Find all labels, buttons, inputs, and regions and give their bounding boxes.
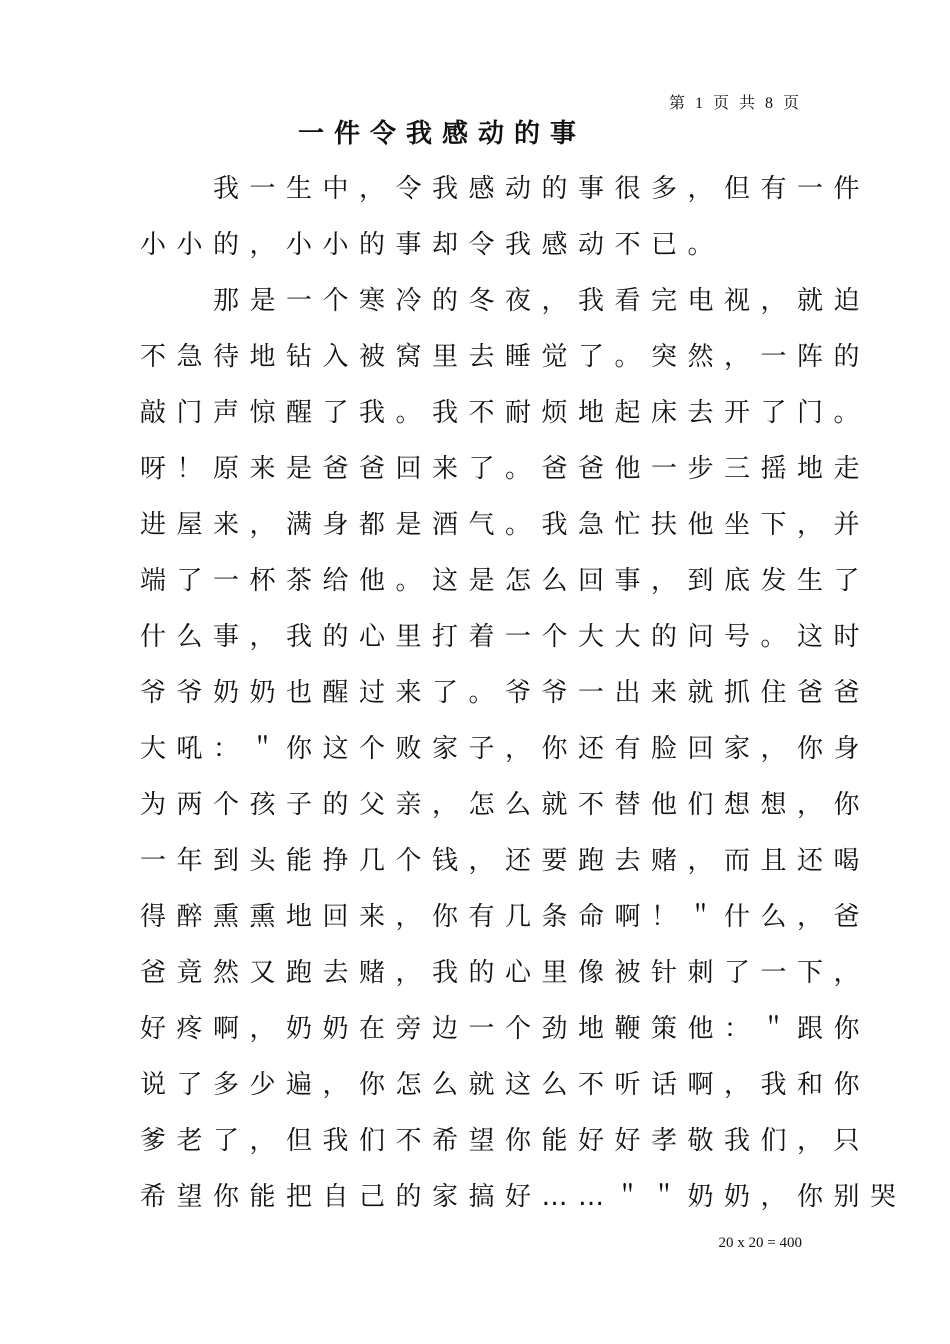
text-line: 爹老了，但我们不希望你能好好孝敬我们，只 (140, 1126, 871, 1156)
text-line: 什么事，我的心里打着一个大大的问号。这时 (140, 622, 871, 652)
page-number-indicator: 第 1 页 共 8 页 (668, 95, 802, 112)
text-line: 小小的，小小的事却令我感动不已。 (140, 230, 725, 260)
text-line: 爷爷奶奶也醒过来了。爷爷一出来就抓住爸爸 (140, 678, 871, 708)
document-title: 一件令我感动的事 (297, 119, 586, 149)
text-line: 不急待地钻入被窝里去睡觉了。突然，一阵的 (140, 342, 871, 372)
text-line: 好疼啊，奶奶在旁边一个劲地鞭策他：＂跟你 (140, 1014, 871, 1044)
text-line: 大吼：＂你这个败家子，你还有脸回家，你身 (140, 734, 871, 764)
text-line: 敲门声惊醒了我。我不耐烦地起床去开了门。 (140, 398, 871, 428)
text-line: 呀！原来是爸爸回来了。爸爸他一步三摇地走 (140, 454, 871, 484)
text-line: 为两个孩子的父亲，怎么就不替他们想想，你 (140, 790, 871, 820)
text-line: 端了一杯茶给他。这是怎么回事，到底发生了 (140, 566, 871, 596)
text-line: 说了多少遍，你怎么就这么不听话啊，我和你 (140, 1070, 871, 1100)
text-line: 那是一个寒冷的冬夜，我看完电视，就迫 (140, 286, 871, 316)
grid-count-note: 20 x 20 = 400 (718, 1235, 802, 1251)
document-body (140, 167, 907, 1231)
text-line: 爸竟然又跑去赌，我的心里像被针刺了一下， (140, 958, 871, 988)
text-line: 进屋来，满身都是酒气。我急忙扶他坐下，并 (140, 510, 871, 540)
text-line: 得醉熏熏地回来，你有几条命啊！＂什么，爸 (140, 902, 871, 932)
text-line: 一年到头能挣几个钱，还要跑去赌，而且还喝 (140, 846, 871, 876)
text-line: 我一生中，令我感动的事很多，但有一件 (140, 174, 871, 204)
text-line: 希望你能把自己的家搞好……＂＂奶奶，你别哭 (140, 1182, 907, 1212)
